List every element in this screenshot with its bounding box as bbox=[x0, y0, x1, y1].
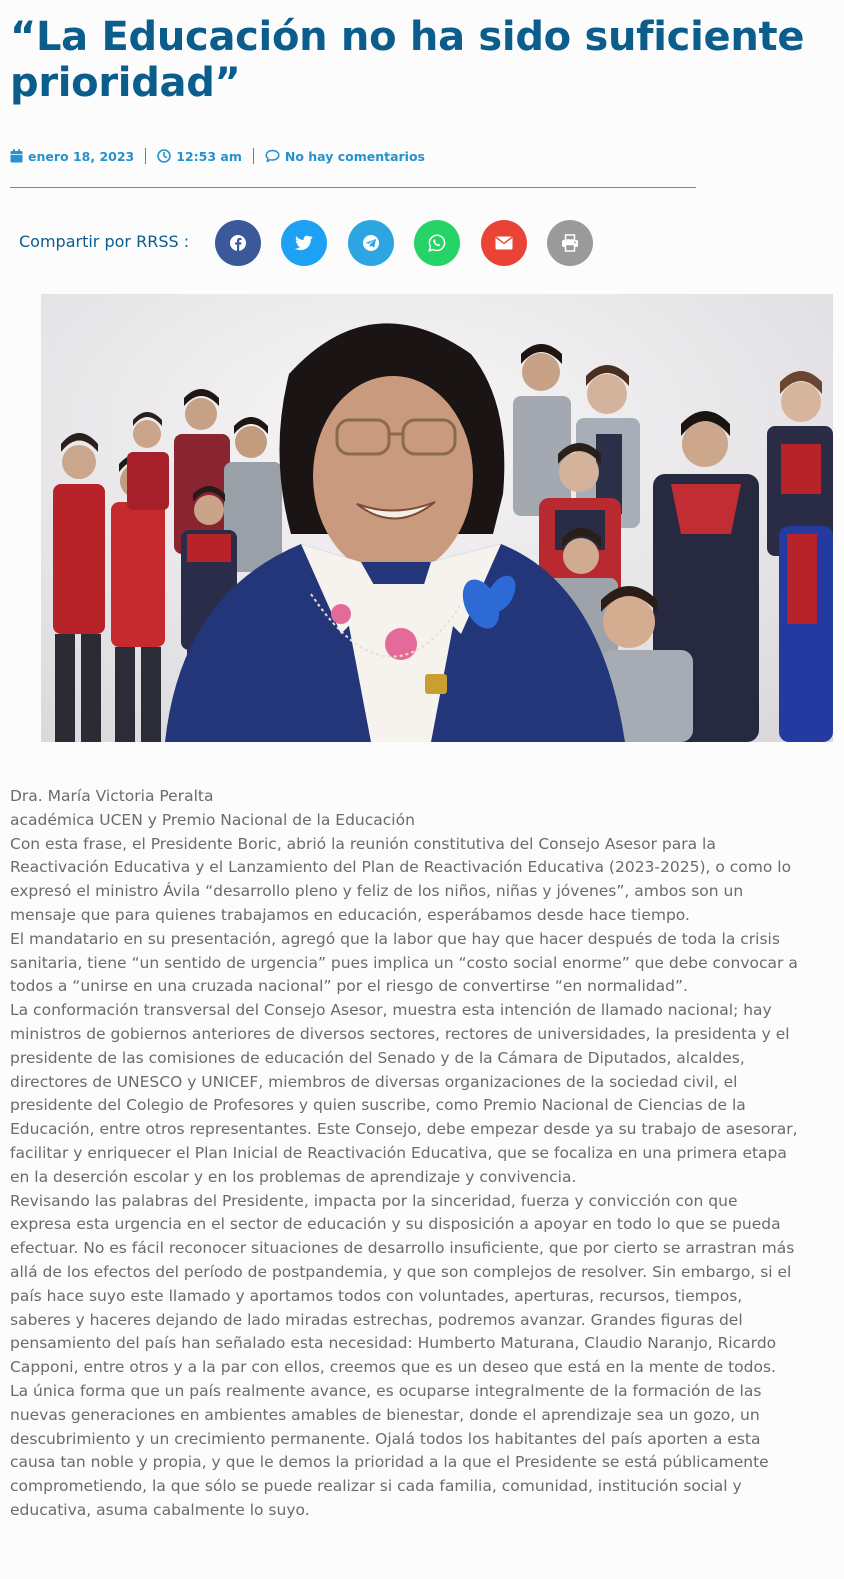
share-whatsapp-button[interactable] bbox=[414, 220, 460, 266]
article-paragraph: El mandatario en su presentación, agregó que la labor que hay que hacer después de toda la crisis sanitaria, tiene “un sentido de urgencia” pues implica un “costo social enorme” que debe convocar a todos a “unirse en una cruzada nacional” por el riesgo de convertirse “en normalidad”. bbox=[10, 929, 798, 996]
post-time bbox=[157, 149, 242, 164]
post-comments[interactable] bbox=[265, 149, 425, 164]
post-date-text: enero 18, 2023 bbox=[28, 148, 135, 164]
email-icon bbox=[495, 236, 513, 250]
article-paragraph: Con esta frase, el Presidente Boric, abrió la reunión constitutiva del Consejo Asesor para la Reactivación Educativa y el Lanzamiento del Plan de Reactivación Educativa (2023-2025), o como lo expresó el ministro Ávila “desarrollo pleno y feliz de los niños, niñas y jóvenes”, ambos son un mensaje que para quienes trabajamos en educación, esperábamos desde hace tiempo. bbox=[10, 834, 792, 924]
post-meta bbox=[10, 146, 425, 166]
author-role: académica UCEN y Premio Nacional de la Educación bbox=[10, 810, 415, 829]
meta-separator bbox=[145, 148, 146, 164]
article-paragraph: La única forma que un país realmente avance, es ocuparse integralmente de la formación de las nuevas generaciones en ambientes amables de bienestar, donde el aprendizaje sea un gozo, un descubrimiento y un crecimiento permanente. Ojalá todos los habitantes del país aporten a esta causa tan noble y propia, y que le demos la prioridad a la que el Presidente se está públicamente comprometiendo, la que sólo se puede realizar si cada familia, comunidad, institución social y educativa, asuma cabalmente lo suyo. bbox=[10, 1381, 769, 1519]
share-email-button[interactable] bbox=[481, 220, 527, 266]
author-name: Dra. María Victoria Peralta bbox=[10, 787, 214, 805]
comment-icon bbox=[265, 149, 280, 163]
share-label: Compartir por RRSS : bbox=[19, 232, 190, 251]
article-body bbox=[10, 785, 800, 1523]
share-telegram-button[interactable] bbox=[348, 220, 394, 266]
facebook-icon bbox=[229, 234, 247, 252]
clock-icon bbox=[157, 149, 171, 163]
whatsapp-icon bbox=[428, 234, 446, 252]
featured-image-illustration bbox=[41, 294, 833, 742]
share-facebook-button[interactable] bbox=[215, 220, 261, 266]
print-icon bbox=[561, 234, 579, 252]
article-paragraph: La conformación transversal del Consejo Asesor, muestra esta intención de llamado nacional; hay ministros de gobiernos anteriores de diversos sectores, rectores de universidades, la presidenta y el presidente de las comisiones de educación del Senado y de la Cámara de Diputados, alcaldes, directores de UNESCO y UNICEF, miembros de diversas organizaciones de la sociedad civil, el presidente del Colegio de Profesores y quien suscribe, como Premio Nacional de Ciencias de la Educación, entre otros representantes. Este Consejo, debe empezar desde ya su trabajo de asesorar, facilitar y enriquecer el Plan Inicial de Reactivación Educativa, que se focaliza en una primera etapa en la deserción escolar y en los problemas de aprendizaje y convivencia. bbox=[10, 1001, 798, 1186]
post-comments-text: No hay comentarios bbox=[284, 148, 425, 164]
meta-separator bbox=[253, 148, 254, 164]
calendar-icon bbox=[10, 149, 23, 163]
post-date[interactable] bbox=[10, 149, 134, 164]
twitter-icon bbox=[295, 235, 313, 251]
post-time-text: 12:53 am bbox=[176, 148, 242, 164]
featured-image bbox=[41, 294, 833, 742]
article-paragraph: Revisando las palabras del Presidente, impacta por la sinceridad, fuerza y convicción con que expresa esta urgencia en el sector de educación y su disposición a apoyar en todo lo que se pueda efectuar. No es fácil reconocer situaciones de desarrollo insuficiente, que por cierto se arrastran más allá de los efectos del período de postpandemia, y que son complejos de resolver. Sin embargo, si el país hace suyo este llamado y aportamos todos con voluntades, aperturas, recursos, tiempos, saberes y haceres dejando de lado miradas estrechas, podremos avanzar. Grandes figuras del pensamiento del país han señalado esta necesidad: Humberto Maturana, Claudio Naranjo, Ricardo Capponi, entre otros y a la par con ellos, creemos que es un deseo que está en la mente de todos. bbox=[10, 1191, 795, 1377]
telegram-icon bbox=[362, 234, 380, 252]
share-twitter-button[interactable] bbox=[281, 220, 327, 266]
share-print-button[interactable] bbox=[547, 220, 593, 266]
article-title: “La Educación no ha sido suficiente prioridad” bbox=[10, 14, 805, 106]
header-divider bbox=[10, 187, 696, 188]
